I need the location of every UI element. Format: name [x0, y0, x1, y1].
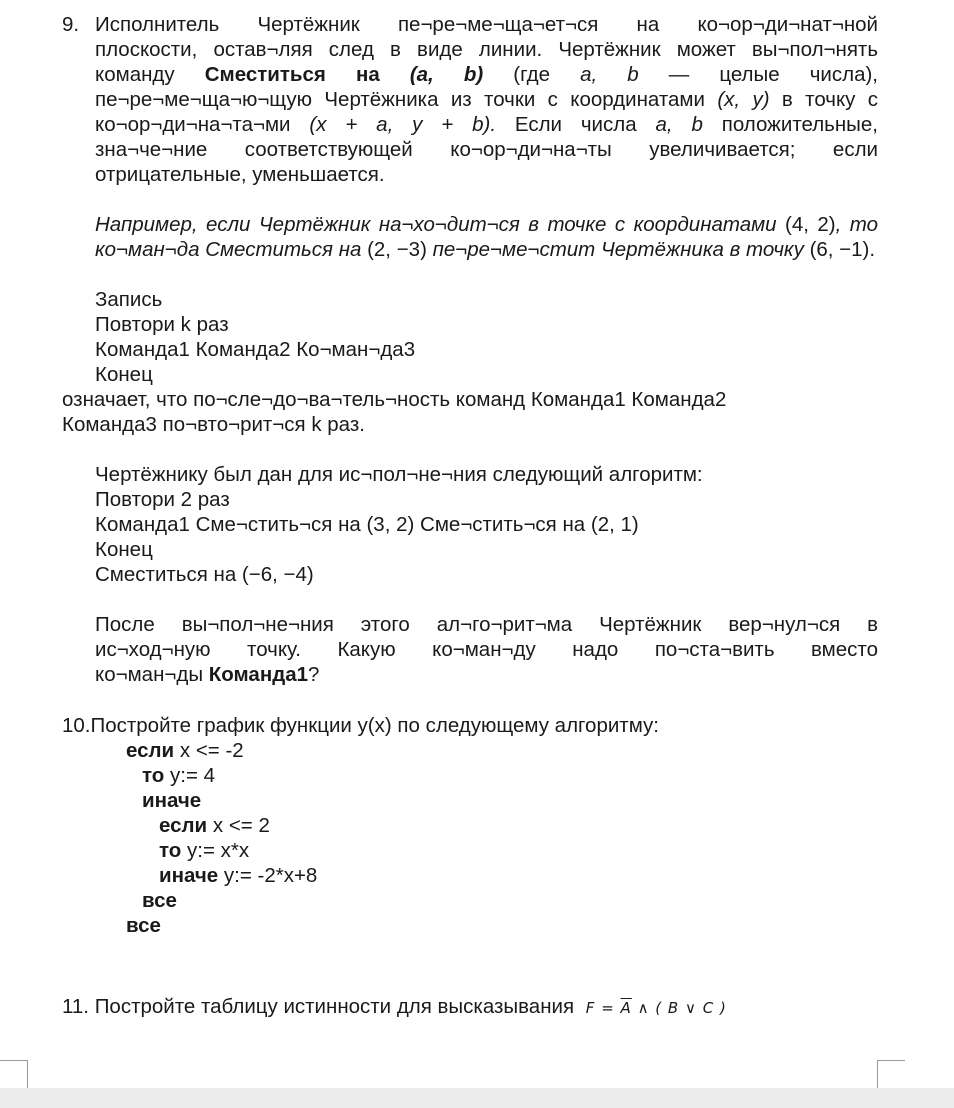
record-line: Повтори k раз — [95, 313, 229, 336]
task-9-number: 9. — [62, 13, 80, 36]
task-9-record-meaning — [62, 387, 878, 437]
task-11-number: 11. — [62, 995, 89, 1018]
intro-line-1: Исполнитель Чертёжник пе¬ре¬ме¬ща¬ет¬ся на ко¬ор¬ди¬нат¬ной — [95, 13, 878, 36]
intro-line-6: зна¬че¬ние соответствующей ко¬ор¬ди¬на¬ты увеличивается; если — [95, 138, 878, 161]
command-args: (a, b) — [409, 63, 484, 86]
algorithm-line: Команда1 Сме¬стить¬ся на (3, 2) Сме¬стить¬ся на (2, 1) — [95, 513, 639, 536]
algorithm-line: Повтори 2 раз — [95, 488, 230, 511]
intro-line-4: пе¬ре¬ме¬ща¬ю¬щую Чертёжника из точки с координатами (x, y) в точку с — [95, 88, 879, 111]
task-9-question — [95, 612, 878, 687]
intro-line-2: плоскости, остав¬ляя след в виде линии. Чертёжник может вы¬пол¬нять — [95, 38, 878, 61]
code-line: все — [142, 889, 177, 912]
task-10-heading — [62, 713, 878, 738]
command-name: Сместиться на — [204, 63, 380, 86]
meaning-line-1: означает, что по¬сле¬до¬ва¬тель¬ность команд Команда1 Команда2 — [62, 388, 727, 411]
task-11-heading — [62, 994, 878, 1019]
task-9-algorithm — [95, 462, 878, 587]
example-line-2: ко¬ман¬да Сместиться на (2, −3) пе¬ре¬ме¬стит Чертёжника в точку (6, −1). — [95, 238, 876, 261]
task-10-number: 10. — [62, 714, 91, 737]
task-9-intro — [95, 12, 878, 187]
algorithm-line: Чертёжнику был дан для ис¬пол¬не¬ния следующий алгоритм: — [95, 463, 703, 486]
task-10 — [62, 713, 878, 938]
intro-line-7: отрицательные, уменьшается. — [95, 163, 385, 186]
example-line-1: Например, если Чертёжник на¬хо¬дит¬ся в точке с координатами (4, 2), то — [95, 213, 878, 236]
code-line: иначе y:= -2*x+8 — [159, 864, 318, 887]
task-10-title: Постройте график функции y(x) по следующему алгоритму: — [90, 714, 659, 737]
task-9-record — [95, 287, 878, 387]
code-line: то y:= 4 — [142, 764, 216, 787]
page-corner-marker-left — [0, 1060, 28, 1088]
task-11 — [62, 994, 878, 1019]
code-line: если x <= 2 — [159, 814, 270, 837]
page-corner-marker-right — [877, 1060, 905, 1088]
record-line: Конец — [95, 363, 153, 386]
code-line: все — [126, 914, 161, 937]
question-line-1: После вы¬пол¬не¬ния этого ал¬го¬рит¬ма Чертёжник вер¬нул¬ся в — [95, 613, 878, 636]
negated-a: $\overline{A}$ — [620, 999, 632, 1017]
meaning-line-2: Команда3 по¬вто¬рит¬ся k раз. — [62, 413, 365, 436]
intro-line-5: ко¬ор¬ди¬на¬та¬ми (x + a, y + b). Если числа a, b положительные, — [95, 113, 878, 136]
task-9-example — [95, 212, 878, 262]
record-line: Команда1 Команда2 Ко¬ман¬да3 — [95, 338, 416, 361]
logic-formula: $F = \overline{A}$ ∧ ( B ∨ C ) — [585, 999, 727, 1017]
task-11-title: Постройте таблицу истинности для высказывания — [94, 995, 575, 1018]
code-line: если x <= -2 — [126, 739, 244, 762]
task-9 — [62, 12, 878, 687]
question-line-2: ис¬ход¬ную точку. Какую ко¬ман¬ду надо по¬ста¬вить вместо — [95, 638, 878, 661]
question-line-3: ко¬ман¬ды Команда1? — [95, 663, 320, 686]
intro-line-3: команду Сместиться на (a, b) (где a, b — целые числа), — [95, 63, 878, 86]
page-gap-background — [0, 1088, 954, 1108]
algorithm-line: Сместиться на (−6, −4) — [95, 563, 314, 586]
code-line: то y:= x*x — [159, 839, 250, 862]
record-line: Запись — [95, 288, 163, 311]
task-10-code — [62, 738, 878, 938]
code-line: иначе — [142, 789, 202, 812]
algorithm-line: Конец — [95, 538, 153, 561]
